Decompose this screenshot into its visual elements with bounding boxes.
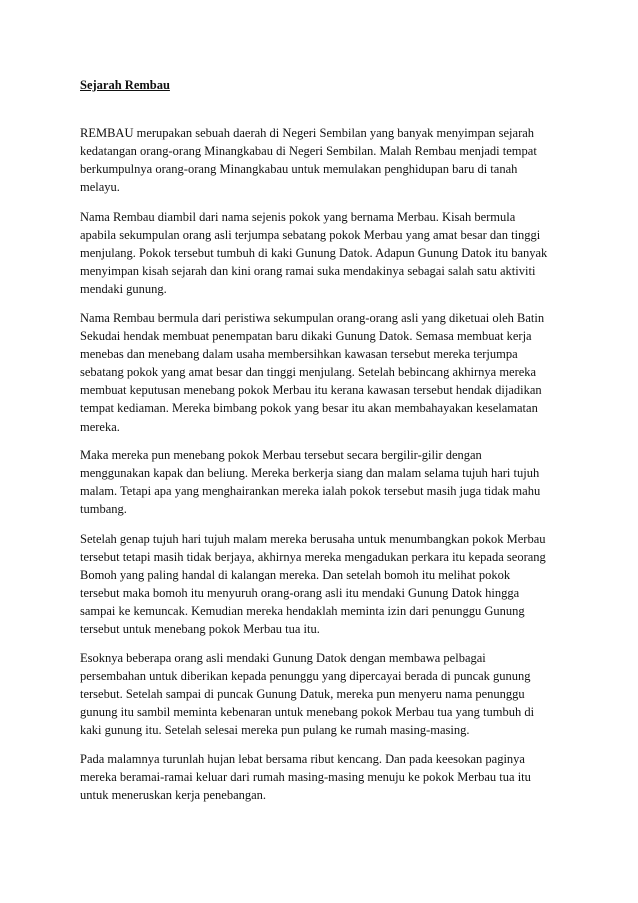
paragraph-line: melayu. <box>80 180 120 195</box>
paragraph-line: Sekudai hendak membuat penempatan baru dikaki Gunung Datok. Semasa membuat kerja <box>80 329 532 344</box>
paragraph-line: Bomoh yang paling handal di kalangan mereka. Dan setelah bomoh itu melihat pokok <box>80 568 511 583</box>
paragraph-line: menjulang. Pokok tersebut tumbuh di kaki Gunung Datok. Adapun Gunung Datok itu banyak <box>80 246 548 261</box>
paragraph-line: Esoknya beberapa orang asli mendaki Gunung Datok dengan membawa pelbagai <box>80 651 486 665</box>
paragraph-3 <box>80 309 560 436</box>
paragraph-line: malam. Tetapi apa yang menghairankan mereka ialah pokok tersebut masih juga tidak mahu <box>80 484 541 499</box>
paragraph-line: tempat kediaman. Mereka bimbang pokok yang besar itu akan membahayakan keselamatan <box>80 401 538 416</box>
paragraph-line: persembahan untuk diberikan kepada penunggu yang dipercayai berada di puncak gunung <box>80 669 531 684</box>
paragraph-line: Setelah genap tujuh hari tujuh malam mereka berusaha untuk menumbangkan pokok Merbau <box>80 532 546 546</box>
paragraph-line: sebatang pokok yang amat besar dan tinggi menjulang. Setelah bebincang akhirnya mereka <box>80 365 537 380</box>
paragraph-line: REMBAU merupakan sebuah daerah di Negeri Sembilan yang banyak menyimpan sejarah <box>80 126 535 140</box>
paragraph-line: tumbang. <box>80 502 127 517</box>
paragraph-line: tersebut. Setelah sampai di puncak Gunung Datuk, mereka pun menyeru nama penunggu <box>80 687 525 702</box>
paragraph-4 <box>80 446 560 518</box>
document-title: Sejarah Rembau <box>80 78 170 92</box>
paragraph-line: apabila sekumpulan orang asli terjumpa sebatang pokok Merbau yang amat besar dan tinggi <box>80 228 541 243</box>
paragraph-5 <box>80 530 560 639</box>
paragraph-line: tersebut tetapi masih tidak berjaya, akhirnya mereka mengadukan perkara itu kepada seorang <box>80 550 546 565</box>
paragraph-6 <box>80 649 560 739</box>
paragraph-1 <box>80 124 560 196</box>
paragraph-line: mereka. <box>80 419 120 434</box>
paragraph-line: membuat keputusan menebang pokok Merbau itu kerana kawasan tersebut hendak dijadikan <box>80 383 542 398</box>
paragraph-7 <box>80 750 560 804</box>
paragraph-line: Nama Rembau diambil dari nama sejenis pokok yang bernama Merbau. Kisah bermula <box>80 210 516 224</box>
paragraph-line: berkumpulnya orang-orang Minangkabau untuk memulakan penghidupan baru di tanah <box>80 162 518 177</box>
paragraph-line: menggunakan kapak dan beliung. Mereka berkerja siang dan malam selama tujuh hari tujuh <box>80 466 540 481</box>
paragraph-line: mereka beramai-ramai keluar dari rumah masing-masing menuju ke pokok Merbau tua itu <box>80 770 531 785</box>
paragraph-line: Nama Rembau bermula dari peristiwa sekumpulan orang-orang asli yang diketuai oleh Batin <box>80 311 545 325</box>
paragraph-line: kedatangan orang-orang Minangkabau di Negeri Sembilan. Malah Rembau menjadi tempat <box>80 144 537 159</box>
paragraph-line: gunung itu sambil meminta kebenaran untuk menebang pokok Merbau tua yang tumbuh di <box>80 705 535 720</box>
paragraph-line: Maka mereka pun menebang pokok Merbau tersebut secara bergilir-gilir dengan <box>80 448 482 462</box>
paragraph-line: mendaki gunung. <box>80 282 167 297</box>
paragraph-line: kaki gunung itu. Setelah selesai mereka pun pulang ke rumah masing-masing. <box>80 723 470 738</box>
paragraph-line: untuk meneruskan kerja penebangan. <box>80 788 267 803</box>
paragraph-line: tersebut untuk menebang pokok Merbau tua itu. <box>80 622 320 637</box>
paragraph-line: Pada malamnya turunlah hujan lebat bersama ribut kencang. Dan pada keesokan paginya <box>80 752 525 766</box>
paragraph-line: menyimpan kisah sejarah dan kini orang ramai suka mendakinya sebagai salah satu aktiviti <box>80 264 536 279</box>
paragraph-line: menebas dan menebang dalam usaha membersihkan kawasan tersebut mereka terjumpa <box>80 347 518 362</box>
paragraph-line: sampai ke kemuncak. Kemudian mereka hendaklah meminta izin dari penunggu Gunung <box>80 604 525 619</box>
paragraph-2 <box>80 208 560 298</box>
paragraph-line: tersebut maka bomoh itu menyuruh orang-orang asli itu mendaki Gunung Datok hingga <box>80 586 520 601</box>
